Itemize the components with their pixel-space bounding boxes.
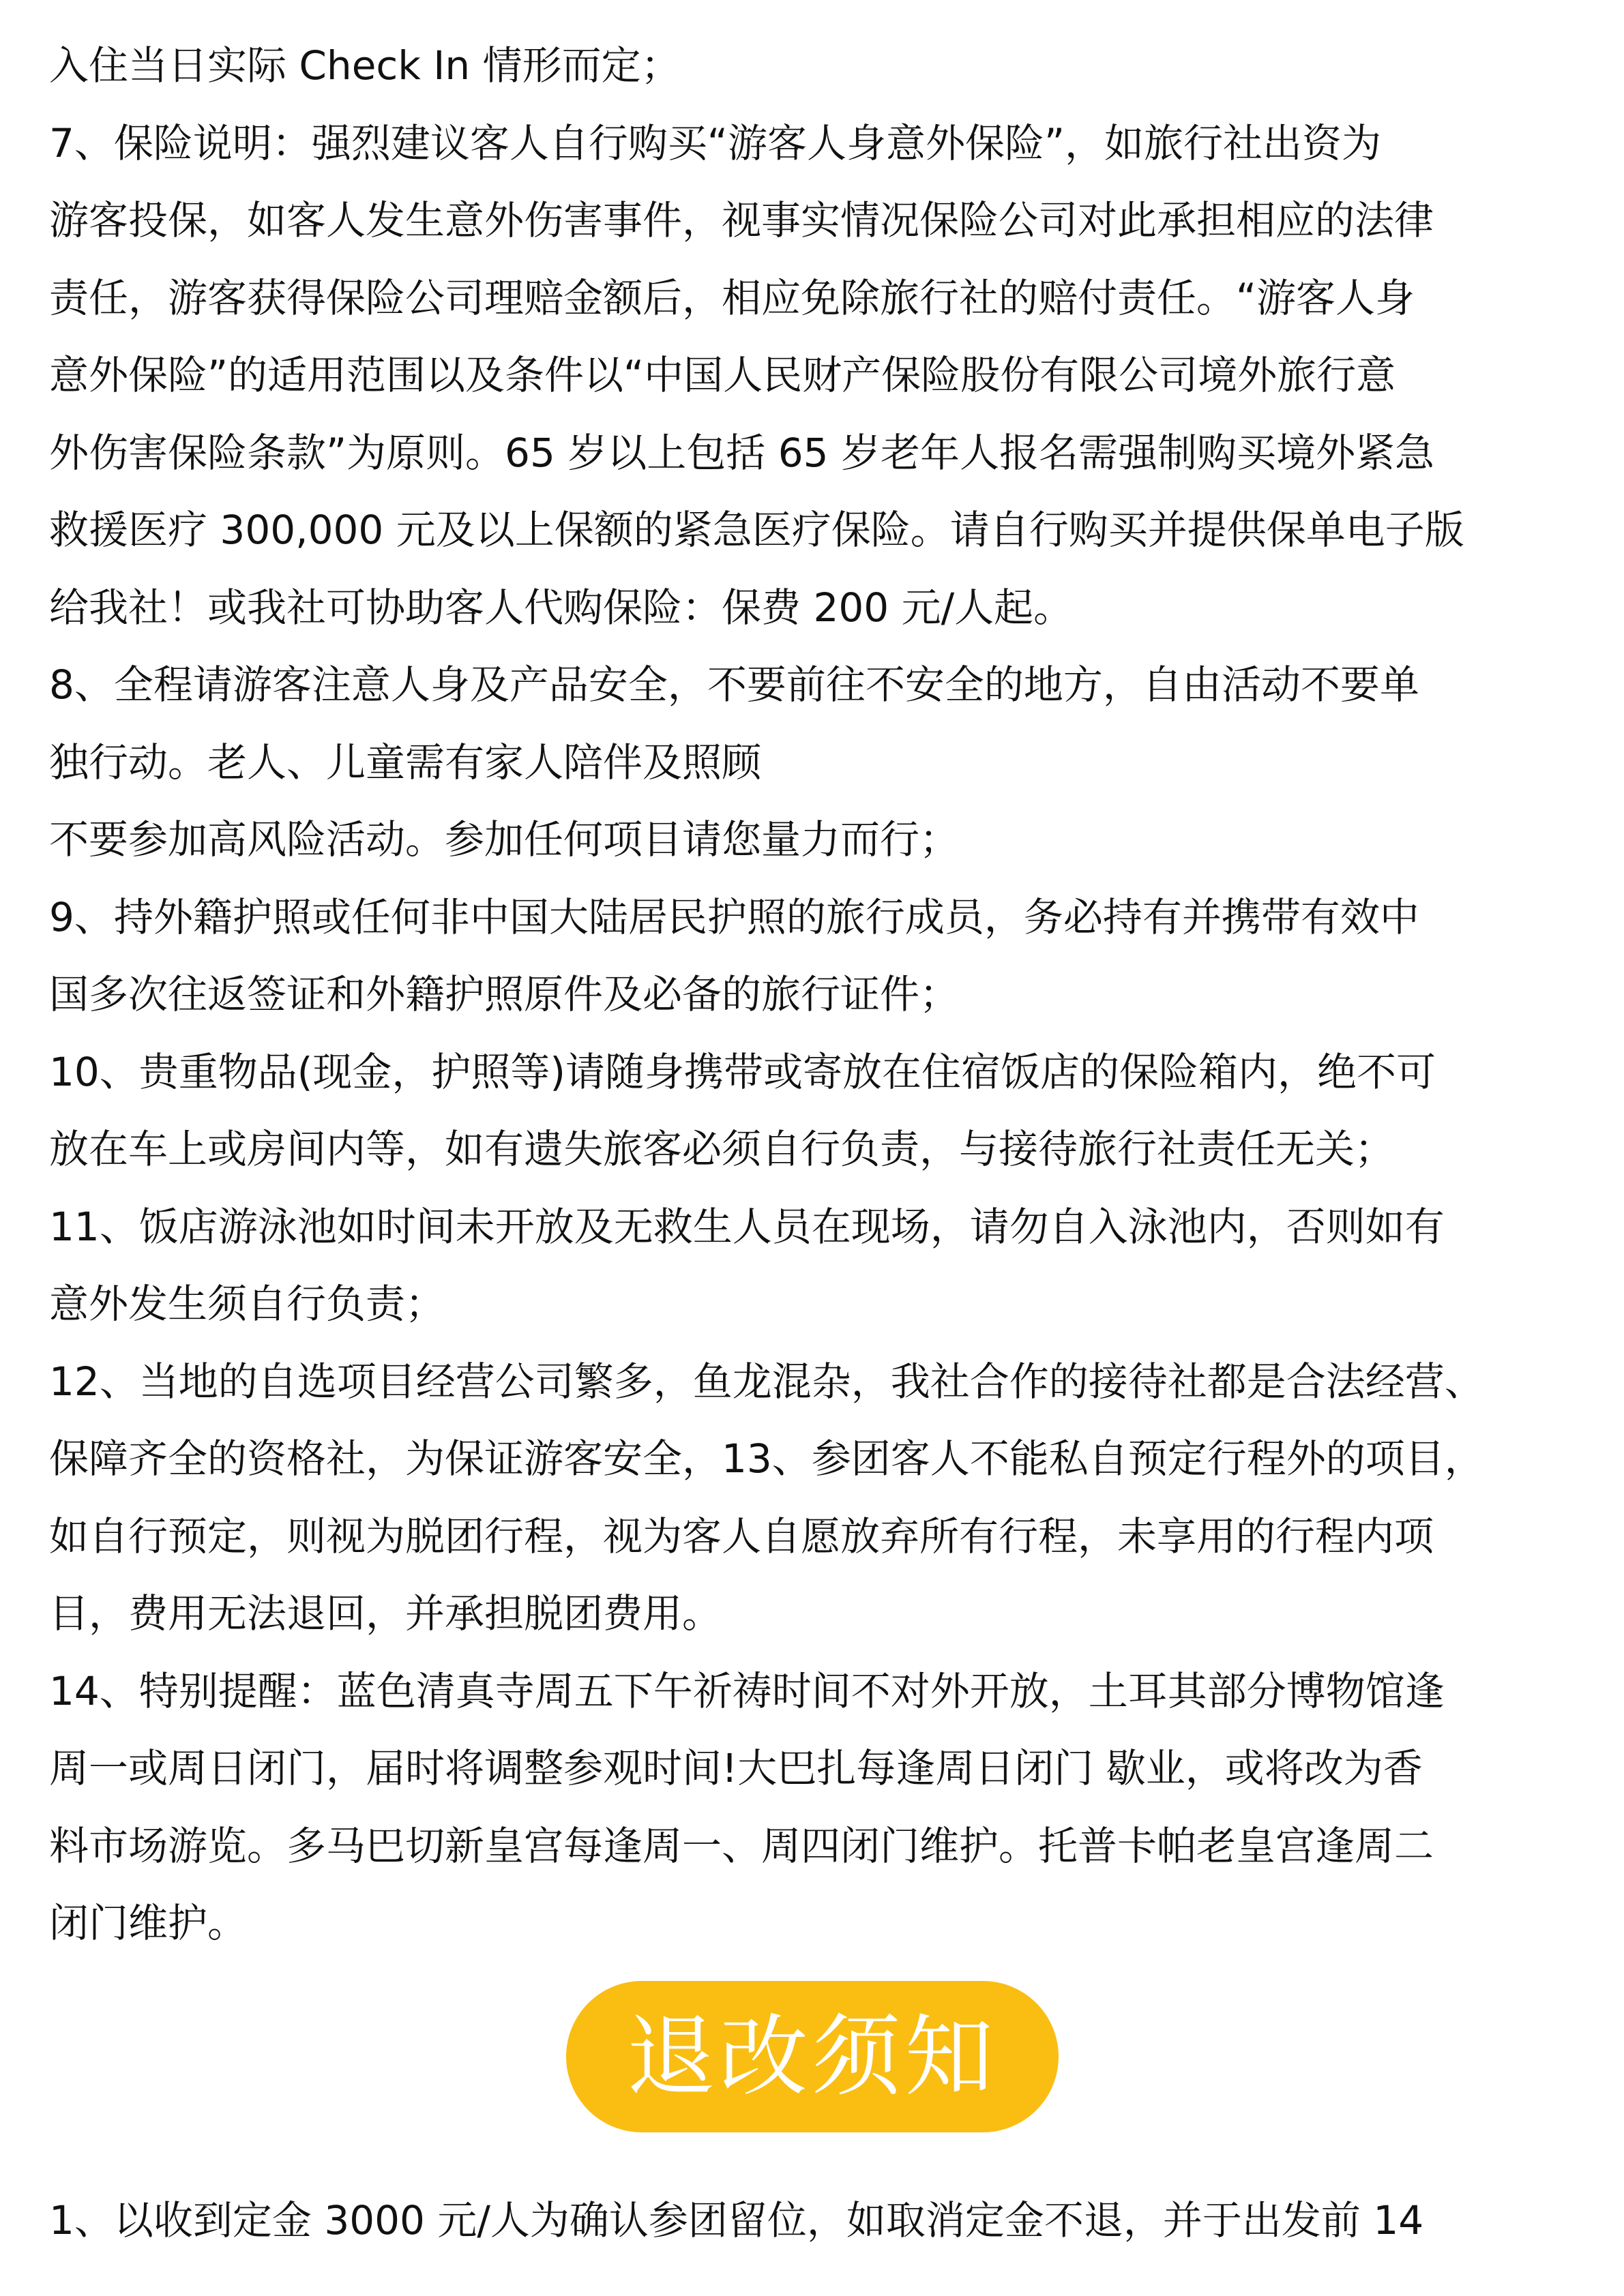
text-line: 8、全程请游客注意人身及产品安全，不要前往不安全的地方，自由活动不要单 bbox=[49, 661, 1419, 708]
text-line: 独行动。老人、儿童需有家人陪伴及照顾 bbox=[49, 739, 762, 786]
text-line: 闭门维护。 bbox=[49, 1900, 248, 1946]
text-line: 1、以收到定金 3000 元/人为确认参团留位，如取消定金不退，并于出发前 14 bbox=[49, 2197, 1424, 2243]
text-line: 不要参加高风险活动。参加任何项目请您量力而行； bbox=[49, 816, 960, 863]
section-title-banner: 退改须知 bbox=[566, 1981, 1059, 2132]
refund-policy-text bbox=[49, 2182, 1577, 2260]
text-line: 如自行预定，则视为脱团行程，视为客人自愿放弃所有行程，未享用的行程内项 bbox=[49, 1512, 1434, 1560]
text-line: 周一或周日闭门，届时将调整参观时间!大巴扎每逢周日闭门 歇业，或将改为香 bbox=[49, 1745, 1423, 1791]
text-line: 11、饭店游泳池如时间未开放及无救生人员在现场，请勿自入泳池内，否则如有 bbox=[49, 1203, 1445, 1250]
notice-text-block bbox=[49, 27, 1577, 1963]
text-line: 9、持外籍护照或任何非中国大陆居民护照的旅行成员，务必持有并携带有效中 bbox=[49, 893, 1419, 940]
text-line: 放在车上或房间内等，如有遗失旅客必须自行负责，与接待旅行社责任无关； bbox=[49, 1126, 1395, 1172]
text-line: 14、特别提醒：蓝色清真寺周五下午祈祷时间不对外开放，土耳其部分博物馆逢 bbox=[49, 1667, 1445, 1714]
text-line: 给我社！或我社可协助客人代购保险：保费 200 元/人起。 bbox=[49, 584, 1074, 631]
section-banner-wrap bbox=[0, 1981, 1624, 2132]
text-line: 责任，游客获得保险公司理赔金额后，相应免除旅行社的赔付责任。“游客人身 bbox=[49, 274, 1415, 321]
text-line: 意外发生须自行负责； bbox=[49, 1281, 445, 1327]
text-line: 外伤害保险条款”为原则。65 岁以上包括 65 岁老年人报名需强制购买境外紧急 bbox=[49, 429, 1434, 476]
text-line: 目，费用无法退回，并承担脱团费用。 bbox=[49, 1590, 722, 1637]
text-line: 7、保险说明：强烈建议客人自行购买“游客人身意外保险”，如旅行社出资为 bbox=[49, 119, 1381, 166]
text-line: 保障齐全的资格社，为保证游客安全，13、参团客人不能私自预定行程外的项目， bbox=[49, 1435, 1484, 1482]
text-line: 意外保险”的适用范围以及条件以“中国人民财产保险股份有限公司境外旅行意 bbox=[49, 352, 1396, 398]
text-line: 国多次往返签证和外籍护照原件及必备的旅行证件； bbox=[49, 971, 960, 1017]
text-line: 12、当地的自选项目经营公司繁多，鱼龙混杂，我社合作的接待社都是合法经营、 bbox=[49, 1358, 1484, 1405]
text-line: 入住当日实际 Check In 情形而定； bbox=[49, 42, 681, 89]
text-line: 料市场游览。多马巴切新皇宫每逢周一、周四闭门维护。托普卡帕老皇宫逢周二 bbox=[49, 1822, 1434, 1869]
text-line: 救援医疗 300,000 元及以上保额的紧急医疗保险。请自行购买并提供保单电子版 bbox=[49, 507, 1464, 553]
text-line: 10、贵重物品(现金，护照等)请随身携带或寄放在住宿饭店的保险箱内，绝不可 bbox=[49, 1048, 1436, 1095]
text-line: 游客投保，如客人发生意外伤害事件，视事实情况保险公司对此承担相应的法律 bbox=[49, 197, 1434, 243]
